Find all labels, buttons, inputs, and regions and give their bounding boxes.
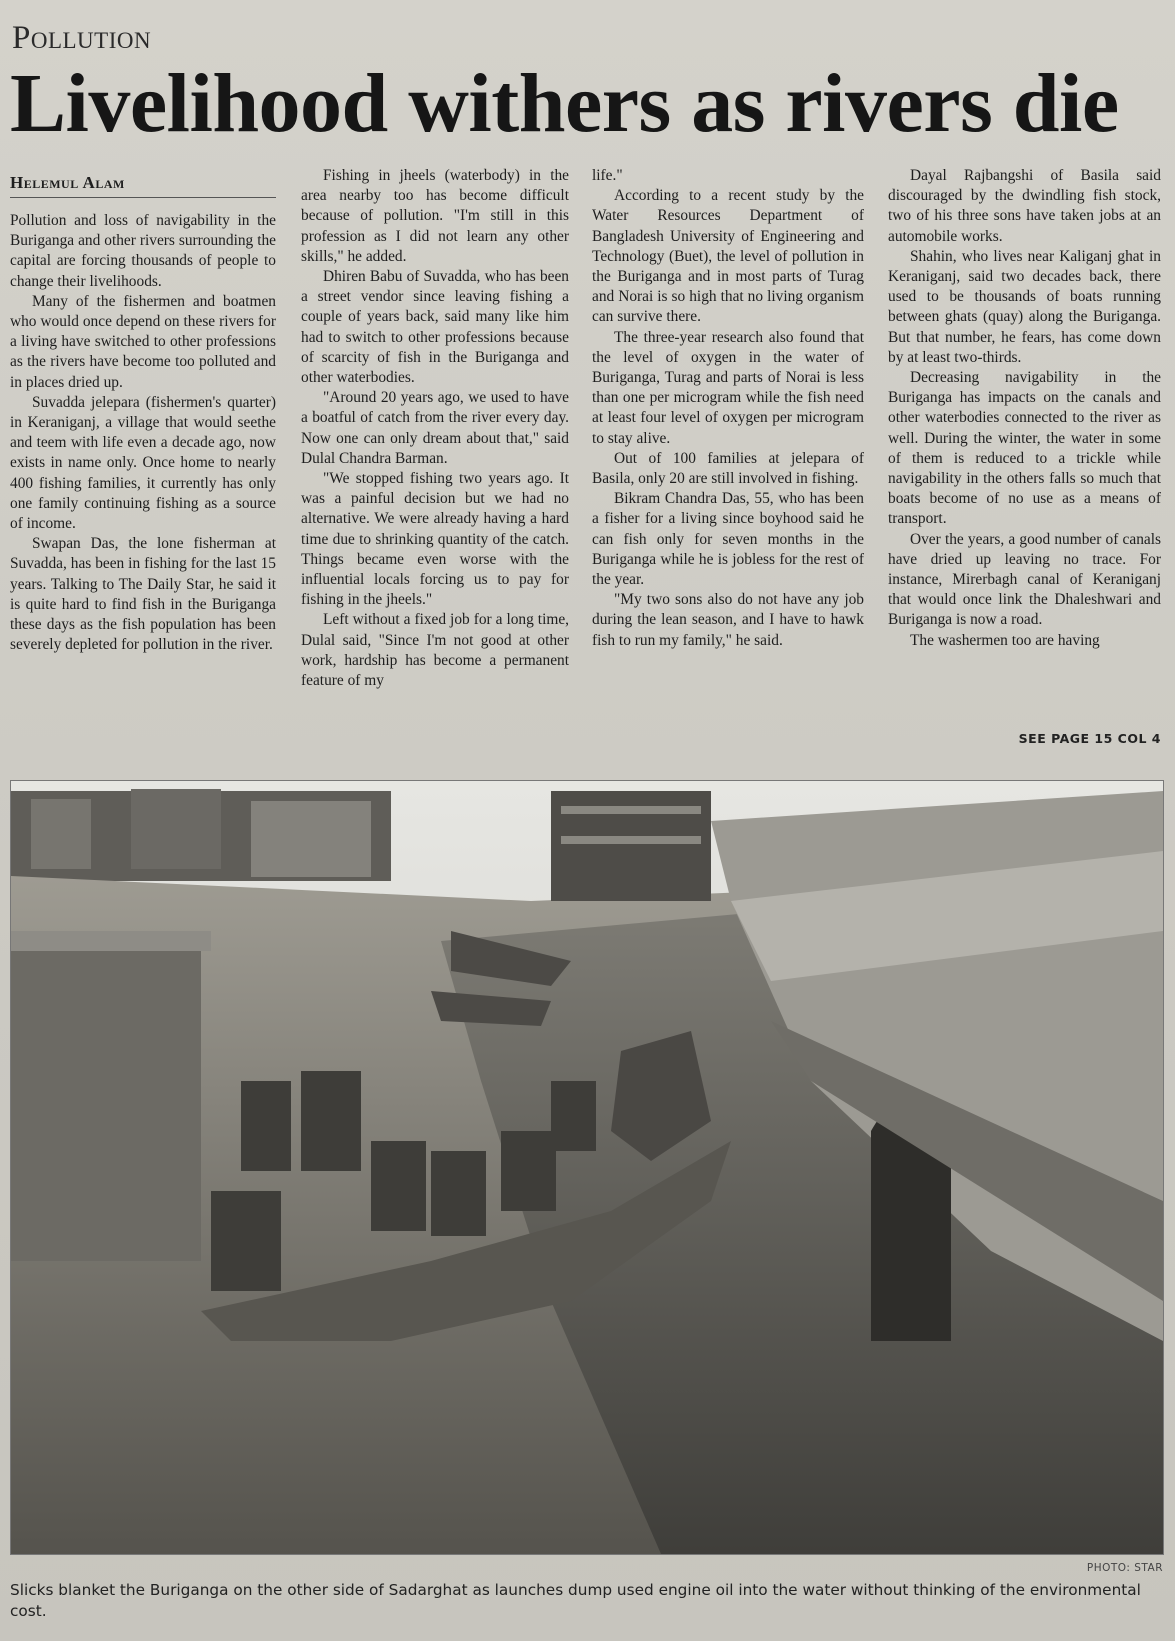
article-column-4 — [888, 166, 1161, 651]
paragraph: life." — [592, 167, 623, 184]
paragraph: The three-year research also found that the level of oxygen in the water of Buriganga, Turag and parts of Norai is less than one per microgram while the fish need at least four level of oxygen per microgram to stay alive. — [592, 328, 864, 447]
byline: Helemul Alam — [10, 173, 276, 198]
article-column-1 — [10, 211, 276, 655]
paragraph: Dayal Rajbangshi of Basila said discouraged by the dwindling fish stock, two of his three sons have taken jobs at an automobile works. — [888, 167, 1161, 245]
river-photo — [10, 780, 1164, 1555]
paragraph: Bikram Chandra Das, 55, who has been a fisher for a living since boyhood said he can fish only for seven months in the Buriganga while he is jobless for the rest of the year. — [592, 490, 864, 589]
paragraph: "My two sons also do not have any job during the lean season, and I have to hawk fish to run my family," he said. — [592, 591, 864, 649]
paragraph: Over the years, a good number of canals have dried up leaving no trace. For instance, Mirerbagh canal of Keraniganj that would once link the Dhaleshwari and Buriganga is now a road. — [888, 530, 1161, 629]
paragraph: According to a recent study by the Water Resources Department of Bangladesh University of Engineering and Technology (Buet), the level of pollution in the Buriganga and in most parts of Turag and Norai is so high that no living organism can survive there. — [592, 187, 864, 326]
photo-illustration — [11, 781, 1163, 1554]
paragraph: Left without a fixed job for a long time, Dulal said, "Since I'm not good at other work, hardship has become a permanent feature of my — [301, 611, 569, 690]
article-column-3 — [592, 166, 864, 651]
paragraph: Suvadda jelepara (fishermen's quarter) in Keraniganj, a village that would seethe and teem with life even a decade ago, now exists in name only. Once home to nearly 400 fishing families, it currently has only one family continuing fishing as a source of income. — [10, 393, 276, 533]
paragraph: Out of 100 families at jelepara of Basila, only 20 are still involved in fishing. — [592, 449, 864, 488]
section-label: Pollution — [12, 20, 152, 56]
paragraph: Shahin, who lives near Kaliganj ghat in Keraniganj, said two decades back, there used to be thousands of boats running between ghats (quay) along the Buriganga. But that number, he fears, has come down by at least two-thirds. — [888, 247, 1161, 366]
paragraph: Swapan Das, the lone fisherman at Suvadda, has been in fishing for the last 15 years. Talking to The Daily Star, he said it is quite hard to find fish in the Buriganga these days as the fish population has been severely depleted for pollution in the river. — [10, 535, 276, 654]
photo-caption: Slicks blanket the Buriganga on the other side of Sadarghat as launches dump used engine oil into the water without thinking of the environmental cost. — [10, 1581, 1141, 1620]
paragraph: Pollution and loss of navigability in the Buriganga and other rivers surrounding the capital are forcing thousands of people to change their livelihoods. — [10, 212, 276, 290]
headline: Livelihood withers as rivers die — [10, 57, 1119, 150]
article-column-2 — [301, 166, 569, 691]
paragraph: The washermen too are having — [910, 631, 1100, 649]
paragraph: Decreasing navigability in the Buriganga has impacts on the canals and other waterbodies connected to the river as well. During the winter, the water in some of them is reduced to a trickle while navigability in the others falls so much that boats become of no use as a means of transport. — [888, 369, 1161, 528]
paragraph: Dhiren Babu of Suvadda, who has been a street vendor since leaving fishing a couple of years back, said many like him had to switch to other professions because of scarcity of fish in the Buriganga and other waterbodies. — [301, 268, 569, 387]
paragraph: Many of the fishermen and boatmen who would once depend on these rivers for a living have switched to other professions as the rivers have become too polluted and in places dried up. — [10, 292, 276, 391]
paragraph: "We stopped fishing two years ago. It was a painful decision but we had no alternative. We were already having a hard time due to shrinking quantity of the catch. Things became even worse with the influential locals forcing us to pay for fishing in the jheels." — [301, 470, 569, 609]
continued-jump-line: SEE PAGE 15 COL 4 — [1018, 731, 1161, 746]
photo-credit: PHOTO: STAR — [1086, 1562, 1163, 1574]
paragraph: Fishing in jheels (waterbody) in the area nearby too has become difficult because of pollution. "I'm still in this profession as I did not learn any other skills," he added. — [301, 167, 569, 265]
paragraph: "Around 20 years ago, we used to have a boatful of catch from the river every day. Now one can only dream about that," said Dulal Chandra Barman. — [301, 389, 569, 467]
